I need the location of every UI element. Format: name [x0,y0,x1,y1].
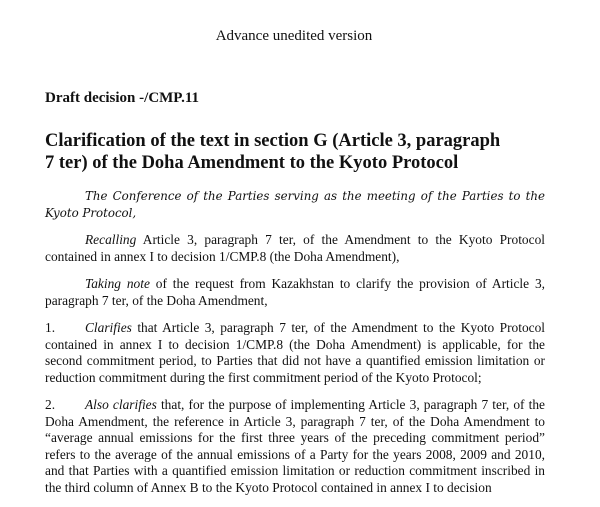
preamble-2-text: Article 3, paragraph 7 ter, of the Amendment to the Kyoto Protocol contained in annex I to decision 1/CMP.8 (the Doha Amendment), [45,232,545,264]
operative-2-text: that, for the purpose of implementing Article 3, paragraph 7 ter, of the Doha Amendment, the reference in Article 3, paragraph 7 ter, of the Doha Amendment to “average annual emissions for the first three years of the preceding commitment period” refers to the average of the annual emissions of a Party for the years 2008, 2009 and 2010, and that Parties with a quantified emission limitation or reduction commitment inscribed in the third column of Annex B to the Kyoto Protocol contained in annex I to decision [45,397,545,495]
preamble-2-lead: Recalling [85,232,137,247]
preamble-3-lead: Taking note [85,276,150,291]
header-note: Advance unedited version [215,28,373,44]
preamble-3-text: of the request from Kazakhstan to clarify the provision of Article 3, paragraph 7 ter, of the Doha Amendment, [45,276,545,308]
preamble-paragraph-2 [45,232,545,265]
operative-2-number: 2. [45,397,56,412]
preamble-paragraph-3 [45,276,545,309]
document-title [45,130,545,174]
title-line-2: 7 ter) of the Doha Amendment to the Kyoto Protocol [45,153,459,173]
operative-1-lead: Clarifies [85,320,132,335]
operative-paragraph-2 [45,397,545,496]
operative-1-number: 1. [45,320,56,335]
operative-paragraph-1 [45,320,545,386]
preamble-paragraph-1: The Conference of the Parties serving as the meeting of the Parties to the Kyoto Protocol, [45,189,545,220]
decision-label: Draft decision -/CMP.11 [45,90,200,106]
document-body [45,188,545,507]
operative-2-lead: Also clarifies [85,397,157,412]
title-line-1: Clarification of the text in section G (Article 3, paragraph [45,131,501,151]
operative-1-text: that Article 3, paragraph 7 ter, of the Amendment to the Kyoto Protocol contained in annex I to decision 1/CMP.8 (the Doha Amendment) is applicable, for the second commitment period, to Parties that did not have a quantified emission limitation or reduction commitment during the first commitment period of the Kyoto Protocol; [45,320,545,385]
